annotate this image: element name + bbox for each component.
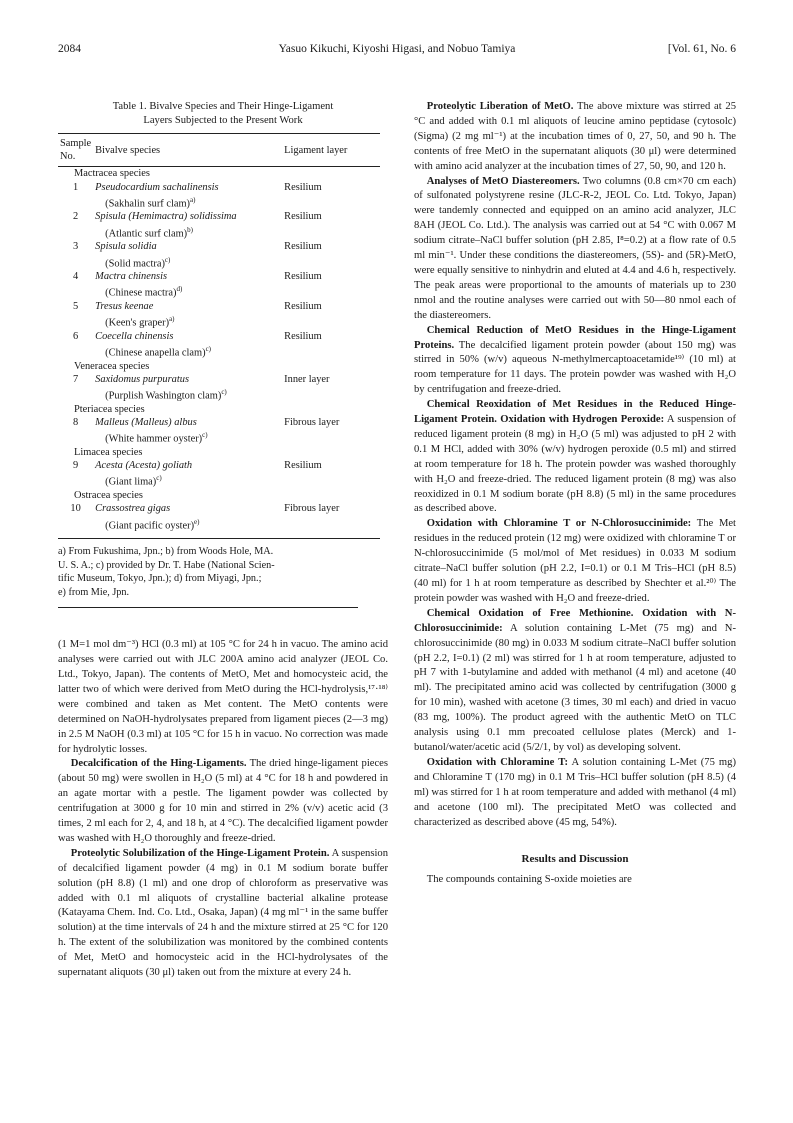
table-family-row	[58, 167, 380, 181]
species-name	[93, 300, 282, 313]
species-name	[93, 416, 282, 429]
paragraph-proteolytic-liberation: Proteolytic Liberation of MetO. The above mixture was stirred at 25 °C and added with 0.1 ml aliquots of leucine amino peptidase (cytosolc) (Sigma) (2 mg ml⁻¹) at the incubation times of 0, 27, 50, and 90 h. The contents of free MetO in the supernatant aliquots (30 μl) were determined with amino acid analyzer at the incubation times of 27, 50, 90, and 120 h.	[414, 101, 736, 172]
header-bivalve-species: Bivalve species	[93, 134, 282, 167]
ligament-layer: Resilium	[284, 330, 322, 342]
table-row	[58, 181, 380, 194]
table-body	[58, 167, 380, 539]
table-row	[58, 373, 380, 386]
table-caption-line2: Layers Subjected to the Present Work	[143, 114, 303, 126]
sample-number: 7	[72, 374, 79, 386]
species-latin: Spisula solidia	[95, 241, 157, 253]
paragraph-hydrolysis: (1 M=1 mol dm⁻³) HCl (0.3 ml) at 105 °C for 24 h in vacuo. The amino acid analyses were carried out with JLC 200A amino acid analyzer (JEOL Co. Ltd., Tokyo, Japan). The contents of MetO, Met and homocysteic acid, the latter two of which were derived from MetO during the HCl-hydrolysis,¹⁷·¹⁸⁾ were combined and taken as Met content. The MetO contents were determined on NaOH-hydrolysates prepared from ligament pieces (2—3 mg) in 2.5 M NaOH (0.3 ml) at 105 °C for 15 h in vacuo. No correction was made for hydrolytic losses.	[58, 639, 388, 755]
paragraph-results-start: The compounds containing S-oxide moieties are	[426, 874, 632, 886]
common-name: (Giant pacific oyster)$^{e)}$	[93, 516, 282, 539]
sample-number: 3	[72, 241, 79, 253]
species-name	[93, 181, 282, 194]
species-name	[93, 240, 282, 253]
ligament-layer: Resilium	[284, 301, 322, 313]
table-header-row	[58, 134, 380, 167]
heading-chloramine-nchloro: Oxidation with Chloramine T or N-Chlorosuccinimide:	[426, 518, 692, 530]
heading-free-methionine: Chemical Oxidation of Free Methionine. Oxidation with N-Chlorosuccinimide:	[414, 607, 736, 634]
table-row	[58, 300, 380, 313]
sample-number: 10	[58, 502, 93, 538]
footnote-mark: c)	[156, 474, 162, 483]
footnote-mark: c)	[202, 431, 208, 440]
paragraph-chloramine-nchloro: Oxidation with Chloramine T or N-Chlorosuccinimide: The Met residues in the reduced protein (12 mg) were oxidized with chloramine T or N-chlorosuccinimide (5 mol/mol of Met residues) in 0.033 M sodium citrate–NaCl buffer solution (pH 2.2, I=0.1) or 0.1 M Tris–HCl (pH 8.5) (40 ml) for 1 h at room temperature as described by Shechter et al.²⁰⁾ The protein powder was washed with H₂O and freeze-dried.	[414, 518, 737, 604]
common-name: (Keen's graper)$^{a)}$	[105, 315, 175, 329]
table-row	[58, 330, 380, 343]
sample-number: 1	[72, 181, 79, 193]
paragraph-free-methionine: Chemical Oxidation of Free Methionine. Oxidation with N-Chlorosuccinimide: A solution containing L-Met (75 mg) and N-chlorosuccinimide (80 mg) in 0.033 M sodium citrate–NaCl buffer solution (pH 2.2, I=0.1) (2 ml) was stirred for 1 h at room temperature, adjusted to pH 7 with 1-butylamine and added with methanol (4 ml) and acetone (40 ml). The precipitated amino acid was collected by centrifugation (3000 g for 10 min), washed with acetone (3 times, 30 ml each) and dried in vacuo (83 mg, 100%). The product agreed with the authentic MetO on TLC analysis using 0.1 mm precoated cellulose plates (Merck) and 1-butanol/water/acetic acid (5/2/1, by vol) as developing solvent.	[414, 607, 736, 753]
table-row	[58, 502, 380, 515]
sample-number: 5	[72, 301, 79, 313]
sample-number: 4	[72, 271, 79, 283]
family-name: Mactracea species	[74, 168, 150, 180]
heading-chemical-reduction: Chemical Reduction of MetO Residues in the Hinge-Ligament Proteins.	[414, 324, 736, 351]
ligament-layer: Fibrous layer	[282, 502, 380, 538]
species-table	[58, 133, 380, 539]
footnote-mark: a)	[169, 315, 175, 324]
footnote-mark: d)	[176, 285, 183, 294]
page-number: 2084	[58, 43, 81, 55]
footnote-mark: b)	[187, 225, 193, 234]
table-caption	[58, 100, 388, 127]
footnote-mark: e)	[194, 517, 200, 526]
species-latin: Crassostrea gigas	[95, 503, 171, 515]
journal-volume: [Vol. 61, No. 6	[667, 43, 736, 55]
heading-decalcification: Decalcification of the Hing-Ligaments.	[70, 758, 247, 770]
table-footnotes	[58, 545, 358, 608]
table-caption-line1: Table 1. Bivalve Species and Their Hinge-Ligament	[112, 101, 334, 112]
footnote-line: e) from Mie, Jpn.	[58, 586, 130, 598]
footnote-mark: c)	[164, 255, 171, 264]
sample-number: 2	[72, 211, 79, 223]
sample-number: 9	[72, 460, 79, 472]
header-ligament-layer: Ligament layer	[282, 134, 380, 167]
species-latin: Tresus keenae	[95, 301, 154, 313]
footnote-mark: a)	[190, 195, 196, 204]
table-row	[58, 240, 380, 253]
common-name: (Sakhalin surf clam)$^{a)}$	[105, 195, 196, 210]
table-row	[58, 459, 380, 472]
footnote-mark: c)	[205, 345, 212, 354]
heading-chloramine-t: Oxidation with Chloramine T:	[426, 756, 569, 768]
species-latin: Mactra chinensis	[95, 271, 168, 283]
family-name: Pteriacea species	[74, 403, 145, 415]
species-name	[93, 330, 282, 343]
family-name: Veneracea species	[74, 360, 150, 372]
section-heading-results: Results and Discussion	[521, 853, 629, 866]
right-column	[414, 100, 736, 888]
family-name: Limacea species	[74, 447, 143, 459]
common-name: (Giant lima)$^{c)}$	[105, 474, 162, 488]
table-family-row	[58, 446, 380, 459]
paragraph-chloramine-t: Oxidation with Chloramine T: A solution containing L-Met (75 mg) and Chloramine T (170 mg) in 0.1 M Tris–HCl buffer solution (pH 8.5) (4 ml) was stirred for 1 h at room temperature and added with methanol (4 ml) and acetone (100 ml). The precipitated MetO was collected and characterized as described above (45 mg, 54%).	[414, 756, 736, 828]
ligament-layer: Inner layer	[284, 374, 330, 386]
table-row	[58, 210, 380, 223]
ligament-layer: Resilium	[284, 460, 322, 472]
common-name: (Purplish Washington clam)$^{c)}$	[105, 388, 227, 402]
ligament-layer: Resilium	[284, 211, 322, 223]
species-latin: Saxidomus purpuratus	[95, 374, 189, 386]
common-name: (White hammer oyster)$^{c)}$	[105, 431, 208, 445]
common-name: (Chinese mactra)$^{d)}$	[105, 285, 183, 299]
paragraph-diastereomer-analysis: Analyses of MetO Diastereomers. Two columns (0.8 cm×70 cm each) of sulfonated polystyrene resine (JLC-R-2, JEOL Co. Ltd. Tokyo, Japan) were tandemly connected and equipped on an amino acid analyzer, JLC 8AH (JEOL Co. Ltd.). The analysis was carried out at 54 °C with 0.067 M sodium citrate–NaCl buffer solution (pH 2.85, I⁸=0.2) at a flow rate of 0.5 ml min⁻¹. Under these conditions the diastereomers, (5S)- and (5R)-MetO, were equally sensitive to ninhydrin and eluted at 4.4 and 4.6 h, respectively. The peak areas were proportional to the amounts of materials up to 230 nmol and the routine analyses were carried out with 50—80 nmol each of the diastereomers.	[414, 175, 736, 321]
paragraph-reoxidation: Chemical Reoxidation of Met Residues in the Reduced Hinge-Ligament Protein. Oxidation with Hydrogen Peroxide: A suspension of reduced ligament protein (8 mg) in H₂O (5 ml) was adjusted to pH 2 with 0.1 M HCl, added with 30% (w/v) hydrogen peroxide (0.5 ml) and stirred at room temperature for 18 h. The protein powder was washed thoroughly with H₂O and freeze-dried. The reduced ligament protein (8 mg) was also reoxidized in 0.1 M sodium borate (pH 8.8) (5 ml) in the same procedures as described above.	[414, 399, 736, 515]
species-latin: Coecella chinensis	[95, 330, 174, 342]
common-name: (Chinese anapella clam)$^{c)}$	[105, 345, 212, 359]
species-latin: Acesta (Acesta) goliath	[95, 460, 193, 472]
running-header	[58, 43, 736, 59]
footnote-mark: c)	[221, 388, 227, 397]
species-name	[93, 210, 282, 223]
species-name	[93, 459, 282, 472]
paragraph-proteolytic-solubilization: Proteolytic Solubilization of the Hinge-Ligament Protein. A suspension of decalcified ligament powder (4 mg) in 0.1 M sodium borate buffer solution (pH 8.8) (1 ml) and one drop of chloroform as preservative was added with 0.1 ml aliquots of crystalline bacterial alkaline protease (Katayama Chem. Ind. Co. Ltd., Osaka, Japan) (4 mg ml⁻¹ in the same buffer solution) at the time intervals of 24 h and the mixture stirred at 25 °C for 120 h. The extent of the solubilization was monitored by the combined contents of Met, MetO and homocysteic acid in the HCl-hydrolysates of the supernatant aliquots (30 μl) taken out from the mixture at every 24 h.	[58, 847, 388, 979]
heading-proteolytic-liberation: Proteolytic Liberation of MetO.	[426, 101, 574, 112]
table-family-row	[58, 360, 380, 373]
paragraph-decalcification: Decalcification of the Hing-Ligaments. The dried hinge-ligament pieces (about 50 mg) were swollen in H₂O (5 ml) at 4 °C for 18 h and powdered in an agate mortar with a pestle. The ligament powder was collected by centrifugation at 3000 g for 10 min and stirred in 2% (v/v) acetic acid (3 times, 2 ml each for 2, 4, and 18 h, at 4 °C). The decalcified ligament powder was washed with H₂O thoroughly and freeze-dried.	[58, 758, 388, 844]
common-name: (Solid mactra)$^{c)}$	[105, 255, 171, 270]
species-name	[93, 270, 282, 283]
table-row	[58, 416, 380, 429]
sample-number: 6	[72, 330, 79, 342]
running-authors: Yasuo Kikuchi, Kiyoshi Higasi, and Nobuo Tamiya	[278, 43, 516, 55]
header-sample-no: Sample No.	[58, 134, 93, 167]
species-latin: Pseudocardium sachalinensis	[95, 181, 219, 193]
species-name	[93, 373, 282, 386]
footnote-line: a) From Fukushima, Jpn.; b) from Woods Hole, MA.	[58, 546, 274, 558]
common-name: (Atlantic surf clam)$^{b)}$	[105, 225, 193, 240]
table-family-row	[58, 489, 380, 502]
ligament-layer: Fibrous layer	[284, 417, 340, 429]
footnote-line: tific Museum, Tokyo, Jpn.); d) from Miyagi, Jpn.;	[58, 573, 262, 585]
ligament-layer: Resilium	[284, 181, 322, 193]
paragraph-chemical-reduction: Chemical Reduction of MetO Residues in the Hinge-Ligament Proteins. The decalcified ligament protein powder (about 150 mg) was stirred in 50% (w/v) aqueous N-methylmercaptoacetamide¹⁹⁾ (10 ml) at room temperature for 11 days. The protein powder was washed with H₂O by centrifugation and freeze-dried.	[414, 324, 736, 396]
table-row	[58, 270, 380, 283]
ligament-layer: Resilium	[284, 271, 322, 283]
species-latin: Spisula (Hemimactra) solidissima	[95, 211, 237, 223]
left-column	[58, 100, 388, 981]
footnote-line: U. S. A.; c) provided by Dr. T. Habe (National Scien-	[58, 559, 275, 571]
sample-number: 8	[72, 417, 79, 429]
heading-proteolytic-solubilization: Proteolytic Solubilization of the Hinge-Ligament Protein.	[70, 847, 330, 859]
family-name: Ostracea species	[74, 490, 143, 502]
heading-diastereomer-analysis: Analyses of MetO Diastereomers.	[426, 175, 580, 187]
species-latin: Malleus (Malleus) albus	[95, 417, 197, 429]
table-family-row	[58, 403, 380, 416]
ligament-layer: Resilium	[284, 241, 322, 253]
species-name	[93, 502, 282, 515]
heading-reoxidation: Chemical Reoxidation of Met Residues in the Reduced Hinge-Ligament Protein. Oxidation with Hydrogen Peroxide:	[414, 399, 736, 426]
